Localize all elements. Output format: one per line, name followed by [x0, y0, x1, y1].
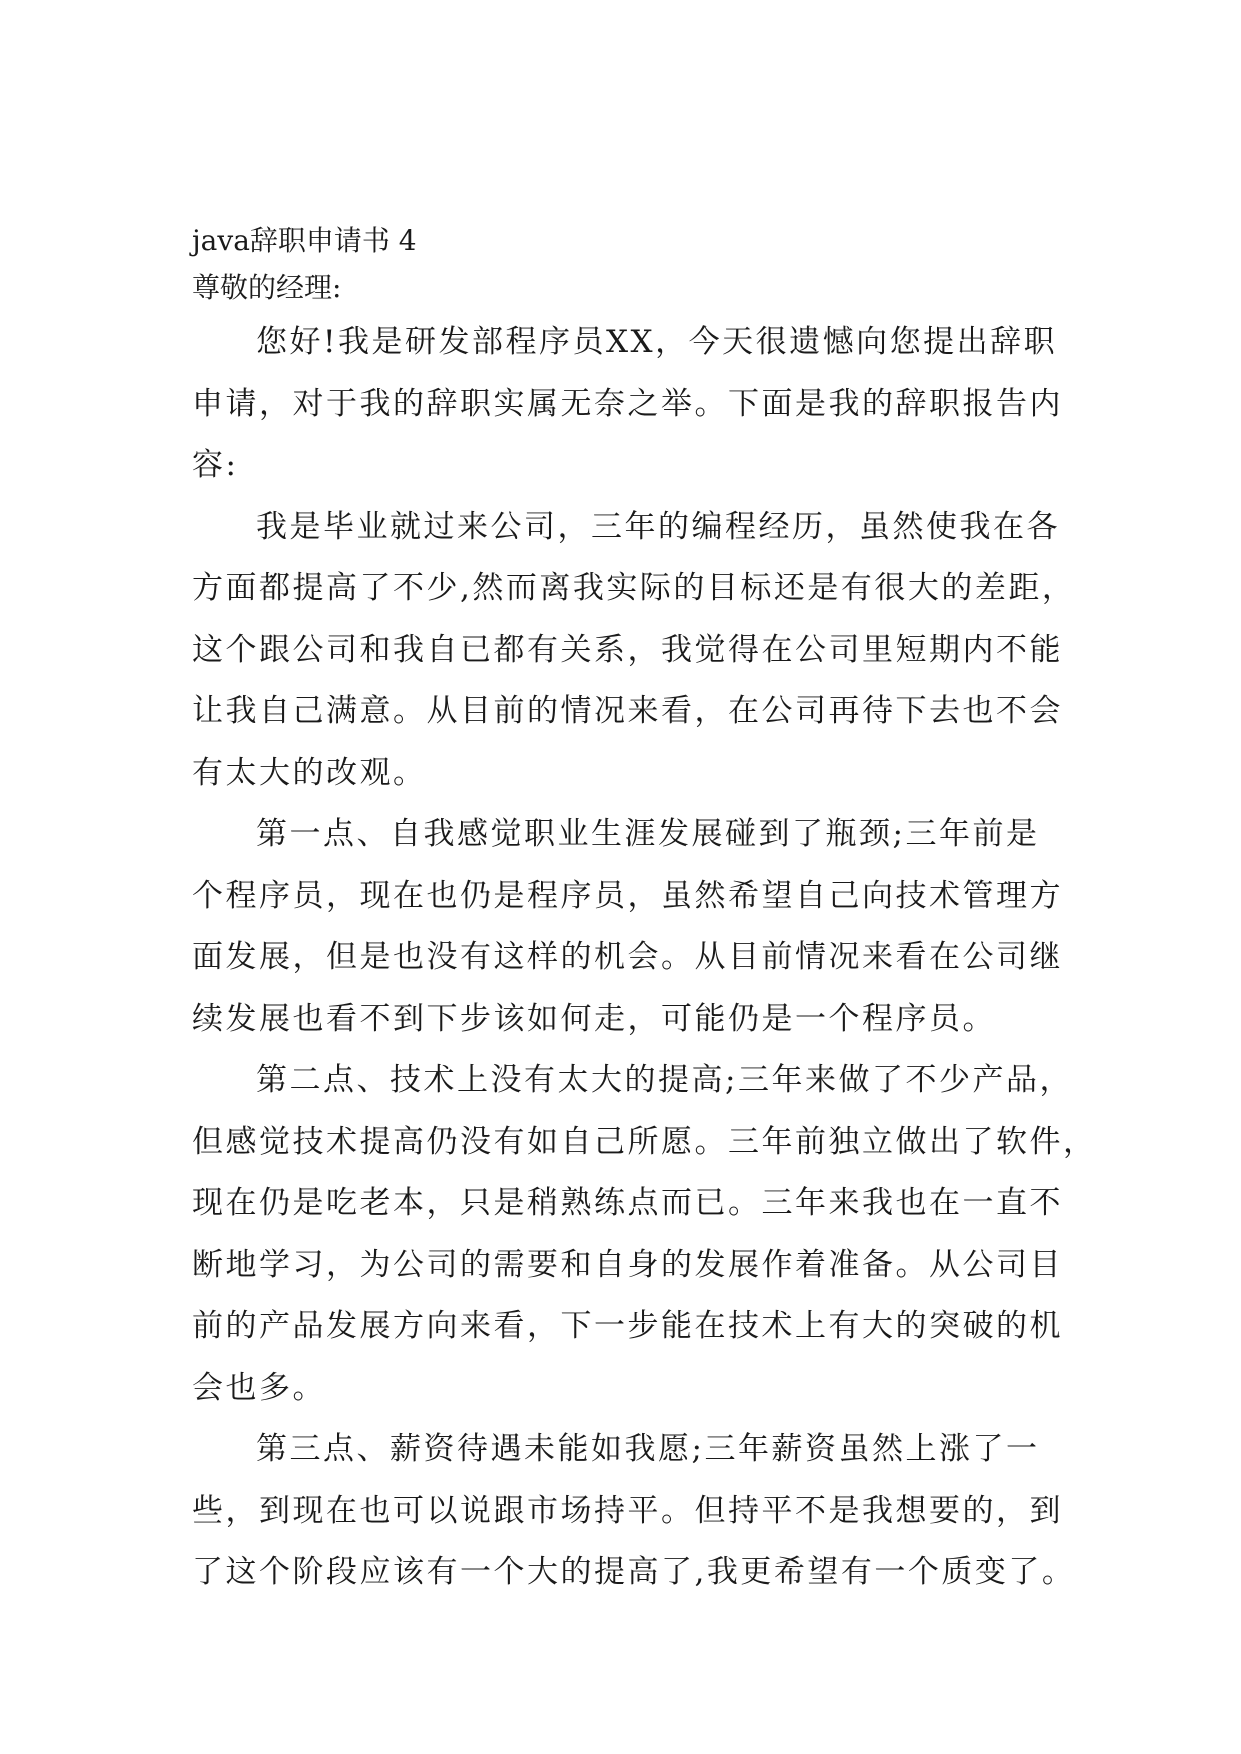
paragraph-point-three	[192, 1419, 1076, 1604]
paragraph-line: 了这个阶段应该有一个大的提高了,我更希望有一个质变了。	[192, 1554, 1076, 1590]
paragraph-line: 方面都提高了不少,然而离我实际的目标还是有很大的差距，	[192, 570, 1076, 606]
paragraph-line: 前的产品发展方向来看，下一步能在技术上有大的突破的机	[192, 1308, 1063, 1344]
document-title: java辞职申请书 4	[192, 224, 417, 257]
paragraph-line: 这个跟公司和我自已都有关系，我觉得在公司里短期内不能	[192, 631, 1063, 668]
paragraph-point-one	[192, 804, 1063, 1050]
paragraph-line: 让我自己满意。从目前的情况来看，在公司再待下去也不会	[192, 693, 1063, 729]
paragraph-line: 我是毕业就过来公司，三年的编程经历，虽然使我在各	[256, 508, 1060, 545]
paragraph-line: 容:	[192, 447, 239, 483]
document-body	[192, 218, 1097, 1604]
paragraph-line: 第二点、技术上没有太大的提高;三年来做了不少产品，	[256, 1062, 1073, 1098]
paragraph-line: 面发展，但是也没有这样的机会。从目前情况来看在公司继	[192, 939, 1063, 975]
paragraph-line: 申请，对于我的辞职实属无奈之举。下面是我的辞职报告内	[192, 385, 1063, 422]
paragraph-line: 但感觉技术提高仍没有如自己所愿。三年前独立做出了软件，	[192, 1123, 1097, 1160]
paragraph-line: 会也多。	[192, 1369, 326, 1406]
paragraph-line: 有太大的改观。	[192, 754, 427, 791]
paragraph-line: 第三点、薪资待遇未能如我愿;三年薪资虽然上涨了一	[256, 1431, 1040, 1467]
paragraph-background	[192, 497, 1076, 805]
paragraph-line: 些，到现在也可以说跟市场持平。但持平不是我想要的，到	[192, 1492, 1063, 1529]
paragraph-line: 您好!我是研发部程序员XX，今天很遗憾向您提出辞职	[256, 324, 1058, 360]
salutation: 尊敬的经理:	[192, 271, 342, 304]
paragraph-line: 个程序员，现在也仍是程序员，虽然希望自己向技术管理方	[192, 877, 1063, 914]
paragraph-line: 续发展也看不到下步该如何走，可能仍是一个程序员。	[192, 1000, 996, 1037]
paragraph-line: 现在仍是吃老本，只是稍熟练点而已。三年来我也在一直不	[192, 1185, 1063, 1221]
paragraph-line: 断地学习，为公司的需要和自身的发展作着准备。从公司目	[192, 1246, 1063, 1283]
paragraph-greeting	[192, 312, 1063, 497]
paragraph-point-two	[192, 1050, 1097, 1419]
paragraph-line: 第一点、自我感觉职业生涯发展碰到了瓶颈;三年前是	[256, 816, 1040, 852]
